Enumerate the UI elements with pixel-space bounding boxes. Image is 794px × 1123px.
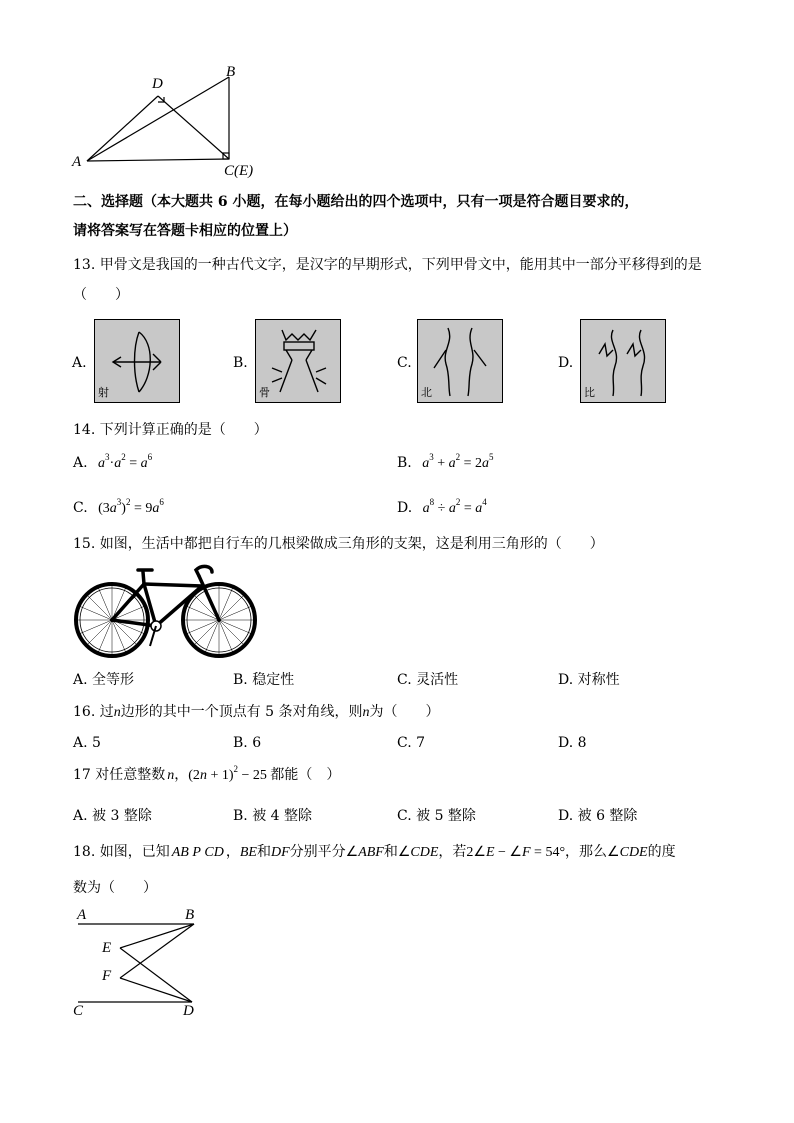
q15-option-D[interactable]: D. 对称性	[558, 672, 620, 688]
label-C-E: C(E)	[224, 163, 254, 179]
q17-expression: ，$(2n + 1)^2 - 25$	[174, 764, 271, 783]
q16-option-D[interactable]: D. 8	[558, 735, 587, 751]
q18-stem-mid2: 分别平分	[289, 844, 346, 860]
q15-option-C[interactable]: C. 灵活性	[397, 672, 459, 688]
q16-stem-mid: 边形的其中一个顶点有 5 条对角线，则	[120, 704, 363, 720]
q14-option-A-letter: A.	[73, 455, 88, 471]
q18-stem-and1: 和	[256, 844, 271, 860]
q18-label-A: A	[77, 907, 87, 923]
q16-stem	[73, 702, 440, 723]
q18-stem-post: 的度	[647, 844, 676, 860]
q14-option-D-formula: $a^8 \div a^2 = a^4$	[422, 497, 487, 516]
q16-option-A[interactable]: A. 5	[73, 735, 101, 751]
q17-option-C[interactable]: C. 被 5 整除	[397, 808, 476, 824]
q18-parallel-expr: AB P CD	[171, 845, 224, 860]
q18-label-C: C	[73, 1003, 84, 1019]
q18-stem-line2: 数为（ ）	[73, 880, 157, 896]
q18-angle-cde: ∠CDE	[397, 845, 439, 860]
q13-option-B-image[interactable]	[255, 319, 341, 403]
q18-label-F: F	[102, 968, 112, 984]
q14-option-D-letter: D.	[397, 500, 413, 516]
q13-option-C-image[interactable]	[417, 319, 503, 403]
q13-option-A-caption: 射	[98, 386, 109, 399]
q18-condition: 2∠E − ∠F = 54°	[466, 845, 566, 860]
q17-option-B[interactable]: B. 被 4 整除	[233, 808, 312, 824]
bicycle-icon	[72, 562, 257, 662]
q18-label-B: B	[185, 907, 195, 923]
q17-stem-pre: 17 对任意整数	[73, 767, 166, 783]
q14-option-C-letter: C.	[73, 500, 88, 516]
q17-var-n: n	[167, 768, 175, 783]
q18-be: BE	[239, 845, 257, 860]
q16-stem-post: 为（ ）	[369, 704, 440, 720]
q14-option-D[interactable]	[397, 498, 487, 519]
q15-option-A[interactable]: A. 全等形	[73, 672, 135, 688]
q15-stem: 15. 如图，生活中都把自行车的几根梁做成三角形的支架，这是利用三角形的（ ）	[73, 536, 604, 552]
label-A: A	[72, 154, 82, 170]
q14-option-A-formula: $a^3\cdot a^2 = a^6$	[98, 452, 153, 471]
q16-var-n: n	[113, 705, 121, 720]
q13-option-D-caption: 比	[584, 386, 595, 399]
q13-stem-line2: （ ）	[73, 287, 129, 303]
q18-label-E: E	[102, 940, 112, 956]
q17-stem-post: 都能（ ）	[270, 767, 341, 783]
label-D: D	[152, 76, 163, 92]
q18-angle-cde-2: ∠CDE	[607, 845, 648, 860]
q18-stem-and2: 和	[383, 844, 398, 860]
q15-option-B[interactable]: B. 稳定性	[233, 672, 295, 688]
q14-stem: 14. 下列计算正确的是（ ）	[73, 422, 268, 438]
label-B: B	[226, 64, 236, 80]
q18-df: DF	[270, 845, 290, 860]
q14-option-C-formula: $(3a^3)^2 = 9a^6$	[98, 497, 164, 516]
q18-stem-pre: 18. 如图，已知	[73, 844, 170, 860]
q17-stem	[73, 765, 340, 786]
q18-stem-line1	[73, 842, 676, 863]
q14-option-B[interactable]	[397, 453, 494, 474]
q13-option-D-letter[interactable]: D.	[558, 355, 574, 371]
q17-option-D[interactable]: D. 被 6 整除	[558, 808, 638, 824]
q17-option-A[interactable]: A. 被 3 整除	[73, 808, 152, 824]
q16-stem-pre: 16. 过	[73, 704, 114, 720]
q18-stem-mid4: ，那么	[565, 844, 608, 860]
section2-title-line2: 请将答案写在答题卡相应的位置上）	[73, 223, 297, 239]
q14-option-B-formula: $a^3 + a^2 = 2a^5$	[422, 452, 494, 471]
q18-stem-comma: ，	[225, 844, 240, 860]
q13-option-B-caption: 骨	[259, 386, 270, 399]
q18-stem-mid3: ，若	[438, 844, 467, 860]
q14-option-B-letter: B.	[397, 455, 412, 471]
q16-var-n-2: n	[362, 705, 370, 720]
q14-option-A[interactable]	[73, 453, 152, 474]
q13-option-C-caption: 北	[421, 386, 432, 399]
q13-option-A-letter[interactable]: A.	[72, 355, 87, 371]
q13-option-A-image[interactable]	[94, 319, 180, 403]
q16-option-B[interactable]: B. 6	[233, 735, 262, 751]
q16-option-C[interactable]: C. 7	[397, 735, 426, 751]
section2-title-line1: 二、选择题（本大题共 6 小题，在每小题给出的四个选项中，只有一项是符合题目要求的，	[73, 194, 639, 210]
q13-option-D-image[interactable]	[580, 319, 666, 403]
q13-option-C-letter[interactable]: C.	[397, 355, 412, 371]
q13-stem-line1: 13. 甲骨文是我国的一种古代文字，是汉字的早期形式，下列甲骨文中，能用其中一部分平移得到的是	[73, 257, 702, 273]
q13-option-B-letter[interactable]: B.	[233, 355, 248, 371]
q18-label-D: D	[183, 1003, 194, 1019]
q18-angle-abf: ∠ABF	[345, 845, 384, 860]
q14-option-C[interactable]	[73, 498, 164, 519]
